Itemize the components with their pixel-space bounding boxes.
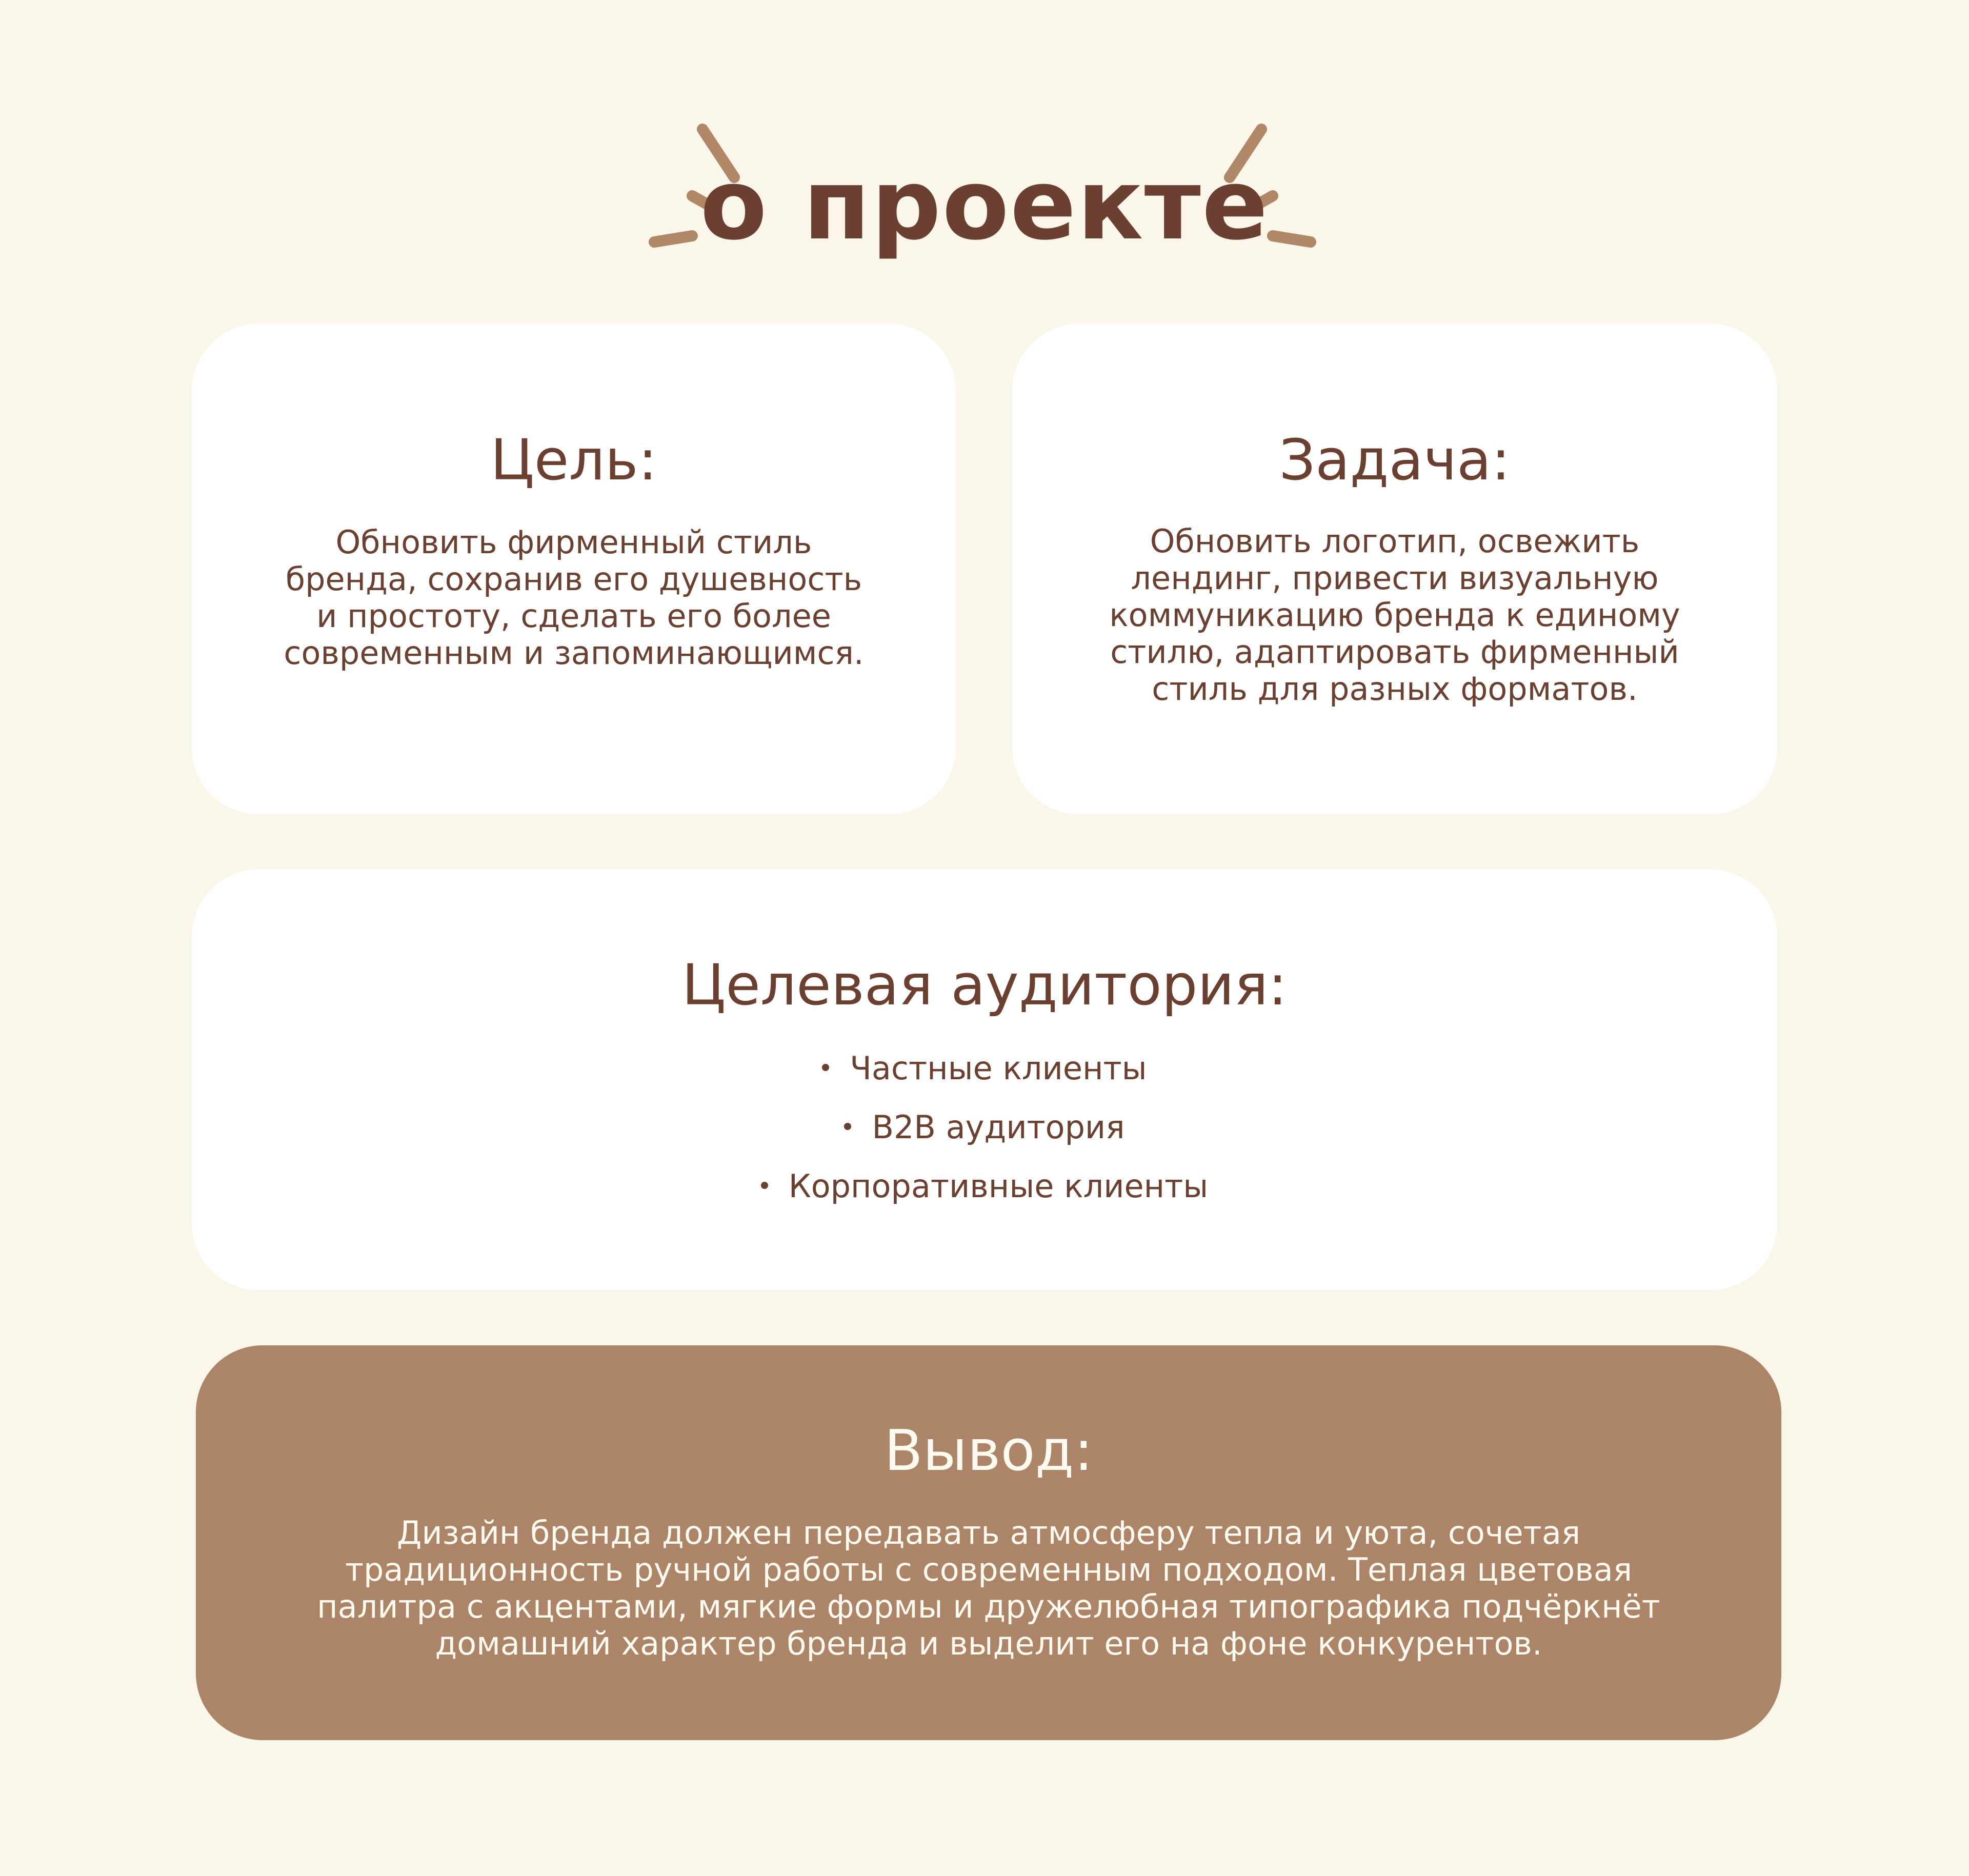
list-item xyxy=(192,1039,1777,1098)
list-item xyxy=(192,1157,1777,1216)
audience-card xyxy=(192,870,1777,1290)
task-title: Задача: xyxy=(1279,427,1511,493)
conclusion-title: Вывод: xyxy=(884,1418,1093,1483)
goal-text-line: бренда, сохранив его душевность xyxy=(285,560,862,598)
audience-title: Целевая аудитория: xyxy=(681,952,1288,1018)
audience-item-label: Частные клиенты xyxy=(850,1050,1147,1087)
task-text-line: Обновить логотип, освежить xyxy=(1150,522,1640,560)
conclusion-text-line: домашний характер бренда и выделит его на фоне конкурентов. xyxy=(435,1625,1542,1662)
audience-list xyxy=(192,1039,1777,1216)
audience-item-label: B2B аудитория xyxy=(872,1108,1125,1146)
bullet-icon xyxy=(844,1123,851,1130)
page-header xyxy=(0,118,1969,272)
bullet-icon xyxy=(761,1182,768,1189)
goal-title: Цель: xyxy=(490,427,657,493)
task-text-line: стилю, адаптировать фирменный xyxy=(1110,633,1679,671)
task-text-line: лендинг, привести визуальную xyxy=(1131,559,1659,597)
goal-text xyxy=(192,524,956,672)
goal-text-line: и простоту, сделать его более xyxy=(316,597,831,635)
task-text-line: стиль для разных форматов. xyxy=(1152,670,1638,708)
list-item xyxy=(192,1098,1777,1157)
page-title: о проекте xyxy=(700,148,1269,261)
goal-text-line: современным и запоминающимся. xyxy=(284,634,864,672)
goal-card xyxy=(192,324,956,814)
conclusion-text xyxy=(196,1515,1781,1662)
task-card xyxy=(1012,324,1777,814)
conclusion-card xyxy=(196,1345,1781,1740)
task-text xyxy=(1012,523,1777,708)
conclusion-text-line: палитра с акцентами, мягкие формы и дружелюбная типографика подчёркнёт xyxy=(317,1588,1660,1625)
conclusion-text-line: традиционность ручной работы с современным подходом. Теплая цветовая xyxy=(345,1551,1633,1588)
conclusion-text-line: Дизайн бренда должен передавать атмосферу тепла и уюта, сочетая xyxy=(396,1514,1581,1551)
bullet-icon xyxy=(822,1064,829,1071)
audience-item-label: Корпоративные клиенты xyxy=(788,1167,1209,1205)
task-text-line: коммуникацию бренда к единому xyxy=(1109,596,1680,634)
goal-text-line: Обновить фирменный стиль xyxy=(335,523,812,561)
